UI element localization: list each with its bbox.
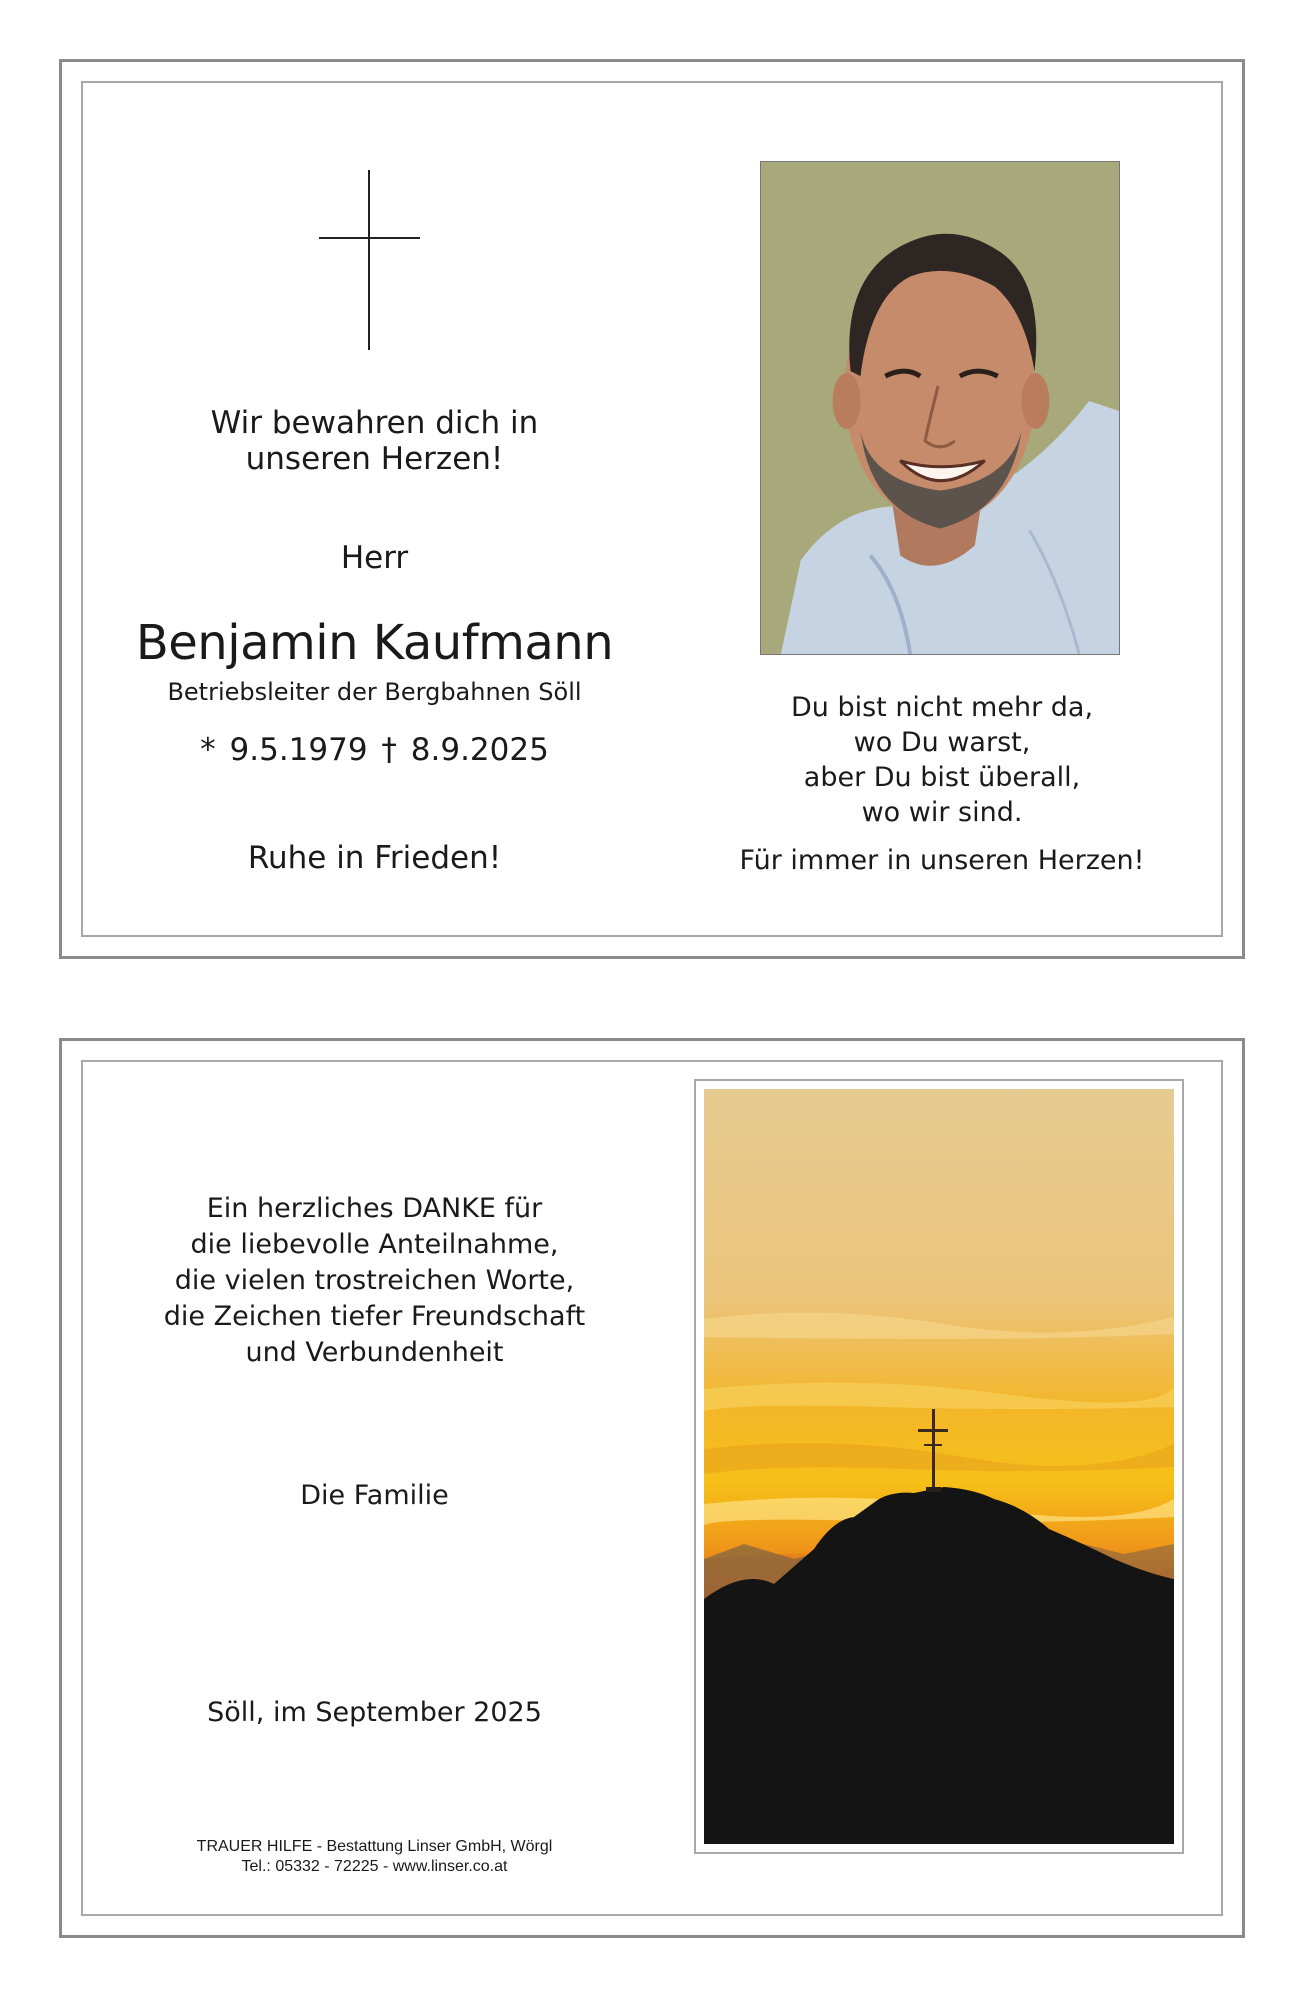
thanks-message: Ein herzliches DANKE für die liebevolle Anteilnahme, die vielen trostreichen Worte, die Zeichen tiefer Freundschaft und Verbundenheit <box>163 1193 586 1368</box>
funeral-home-footer: TRAUER HILFE - Bestattung Linser GmbH, Wörgl Tel.: 05332 - 72225 - www.linser.co.at <box>196 1838 553 1875</box>
back-card <box>59 1038 1245 1938</box>
sunset-illustration <box>704 1089 1174 1844</box>
front-card <box>59 59 1245 959</box>
portrait-photo <box>760 161 1120 655</box>
memorial-closing: Für immer in unseren Herzen! <box>739 845 1145 876</box>
portrait-illustration <box>761 162 1119 654</box>
memorial-quote: Wir bewahren dich in unseren Herzen! <box>210 405 539 477</box>
cross-icon <box>368 170 370 350</box>
summit-cross-sunset-photo <box>704 1089 1174 1844</box>
life-dates: * 9.5.1979 † 8.9.2025 <box>200 732 549 768</box>
deceased-role: Betriebsleiter der Bergbahnen Söll <box>167 678 582 706</box>
summit-photo-frame <box>694 1079 1184 1854</box>
rest-in-peace: Ruhe in Frieden! <box>247 840 502 876</box>
memorial-poem: Du bist nicht mehr da, wo Du warst, aber Du bist überall, wo wir sind. <box>790 692 1094 828</box>
salutation: Herr <box>340 540 409 576</box>
place-and-date: Söll, im September 2025 <box>207 1697 542 1728</box>
deceased-name: Benjamin Kaufmann <box>135 615 614 671</box>
family-signature: Die Familie <box>300 1480 449 1511</box>
cross-icon-bar <box>319 237 420 239</box>
